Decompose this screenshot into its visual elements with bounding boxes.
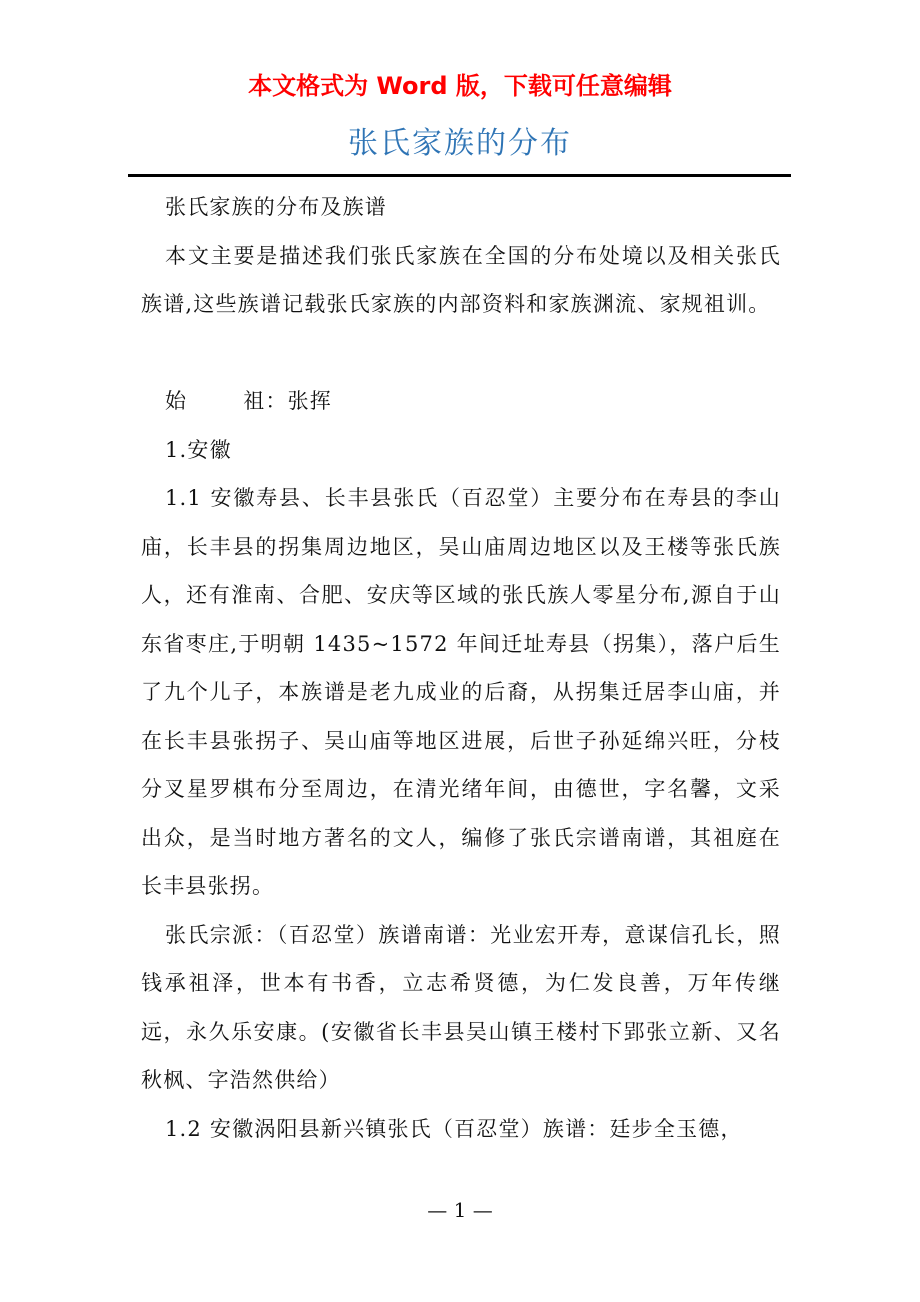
- blank-line: [141, 329, 781, 378]
- section-1-2-paragraph: 1.2 安徽涡阳县新兴镇张氏（百忍堂）族谱：廷步全玉德，: [165, 1116, 743, 1141]
- document-body: [141, 183, 781, 1153]
- section-1-1-paragraph: 1.1 安徽寿县、长丰县张氏（百忍堂）主要分布在寿县的李山庙，长丰县的拐集周边地区，吴山庙周边地区以及王楼等张氏族人，还有淮南、合肥、安庆等区域的张氏族人零星分布,源自于山东省枣庄,于明朝 1435~1572 年间迁址寿县（拐集），落户后生了九个儿子，本族谱是老九成业的后裔，从拐集迁居李山庙，并在长丰县张拐子、吴山庙等地区进展，后世子孙延绵兴旺，分枝分叉星罗棋布分至周边，在清光绪年间，由德世，字名馨，文采出众，是当时地方著名的文人，编修了张氏宗谱南谱，其祖庭在长丰县张拐。: [141, 486, 781, 898]
- section-heading-anhui: 1.安徽: [165, 437, 232, 462]
- lineage-poem-paragraph: 张氏宗派：（百忍堂）族谱南谱：光业宏开寿，意谋信孔长，照钱承祖泽，世本有书香，立志希贤德，为仁发良善，万年传继远，永久乐安康。(安徽省长丰县吴山镇王楼村下郢张立新、又名秋枫、字浩然供给）: [141, 922, 781, 1092]
- intro-paragraph: 本文主要是描述我们张氏家族在全国的分布处境以及相关张氏族谱,这些族谱记载张氏家族的内部资料和家族渊流、家规祖训。: [141, 243, 781, 316]
- ancestor-label-second: 祖：: [243, 389, 288, 413]
- title-divider: [128, 174, 791, 177]
- ancestor-line: [141, 377, 781, 426]
- ancestor-name: 张挥: [287, 389, 333, 413]
- ancestor-label-first: 始: [165, 389, 188, 413]
- page-number: — 1 —: [427, 1198, 493, 1222]
- format-notice: 本文格式为 Word 版，下载可任意编辑: [248, 72, 672, 100]
- document-title: 张氏家族的分布: [348, 126, 572, 161]
- subtitle-paragraph: 张氏家族的分布及族谱: [165, 195, 387, 219]
